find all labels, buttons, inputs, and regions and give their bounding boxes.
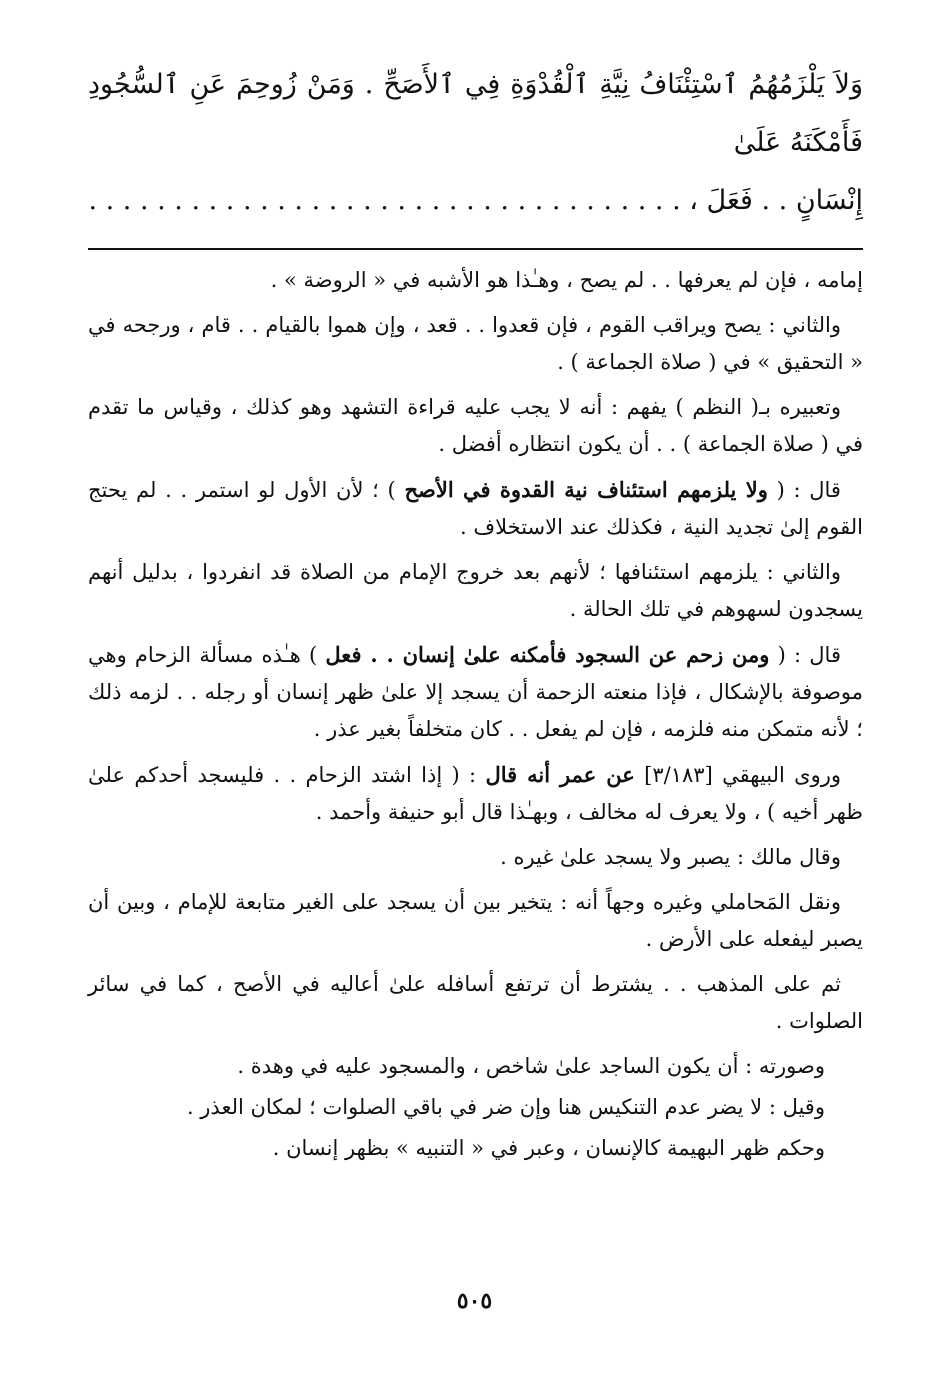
matn-line-1: وَلاَ يَلْزَمُهُمُ ٱسْتِئْنَافُ نِيَّةِ ٱلْقُدْوَةِ فِي ٱلأَصَحِّ . وَمَنْ زُوحِمَ عَنِ ٱلسُّجُودِ فَأَمْكَنَهُ عَلَىٰ [88, 69, 863, 158]
paragraph-10: ثم على المذهب . . يشترط أن ترتفع أسافله علىٰ أعاليه في الأصح ، كما في سائر الصلوات . [88, 972, 863, 1033]
paragraph-3: وتعبيره بـ( النظم ) يفهم : أنه لا يجب عليه قراءة التشهد وهو كذلك ، وقياس ما تقدم في ( صلاة الجماعة ) . . أن يكون انتظاره أفضل . [88, 395, 863, 456]
paragraph-8: وقال مالك : يصبر ولا يسجد علىٰ غيره . [500, 845, 841, 869]
hadith-source: عن عمر أنه قال [485, 762, 635, 787]
matn-line-2: إِنْسَانٍ . . فَعَلَ ، [689, 185, 863, 216]
paragraph-7: وروى البيهقي [٣/١٨٣] عن عمر أنه قال : ( إذا اشتد الزحام . . فليسجد أحدكم علىٰ ظهر أخيه ) ، ولا يعرف له مخالف ، وبهـٰذا قال أبو حنيفة وأحمد . [88, 762, 863, 824]
quoted-matn: ومن زحم عن السجود فأمكنه علىٰ إنسان . . فعل [325, 642, 770, 667]
paragraph-6: قال : ( ومن زحم عن السجود فأمكنه علىٰ إنسان . . فعل ) هـٰذه مسألة الزحام وهي موصوفة بالإشكال ، فإذا منعته الزحمة أن يسجد إلا علىٰ ظهر إنسان أو رجله . . لزمه ذلك ؛ لأنه متمكن منه فلزمه ، فإن لم يفعل . . كان متخلفاً بغير عذر . [88, 642, 863, 741]
paragraph-9: ونقل المَحاملي وغيره وجهاً أنه : يتخير بين أن يسجد على الغير متابعة للإمام ، وبين أن يصبر ليفعله على الأرض . [88, 890, 863, 951]
paragraph-13: وحكم ظهر البهيمة كالإنسان ، وعبر في « التنبيه » بظهر إنسان . [272, 1136, 825, 1160]
quoted-matn: ولا يلزمهم استئناف نية القدوة في الأصح [404, 477, 768, 502]
paragraph-11: وصورته : أن يكون الساجد علىٰ شاخص ، والمسجود عليه في وهدة . [237, 1054, 825, 1078]
page-body [88, 56, 863, 1171]
paragraph-4: قال : ( ولا يلزمهم استئناف نية القدوة في الأصح ) ؛ لأن الأول لو استمر . . لم يحتج القوم إلىٰ تجديد النية ، فكذلك عند الاستخلاف . [88, 477, 863, 539]
separator-rule [88, 248, 863, 250]
paragraph-12: وقيل : لا يضر عدم التنكيس هنا وإن ضر في باقي الصلوات ؛ لمكان العذر . [186, 1095, 825, 1119]
matn-text [88, 56, 863, 230]
paragraph-5: والثاني : يلزمهم استئنافها ؛ لأنهم بعد خروج الإمام من الصلاة قد انفردوا ، بدليل أنهم يسجدون لسهوهم في تلك الحالة . [88, 560, 863, 621]
paragraph-2: والثاني : يصح ويراقب القوم ، فإن قعدوا . . قعد ، وإن هموا بالقيام . . قام ، ورجحه في « التحقيق » في ( صلاة الجماعة ) . [88, 313, 863, 374]
paragraph-1: إمامه ، فإن لم يعرفها . . لم يصح ، وهـٰذا هو الأشبه في « الروضة » . [270, 268, 863, 292]
matn-dots: . . . . . . . . . . . . . . . . . . . . . . . . . . . . . . . . . . . [88, 185, 681, 216]
page-number: ٥٠٥ [456, 1288, 493, 1314]
